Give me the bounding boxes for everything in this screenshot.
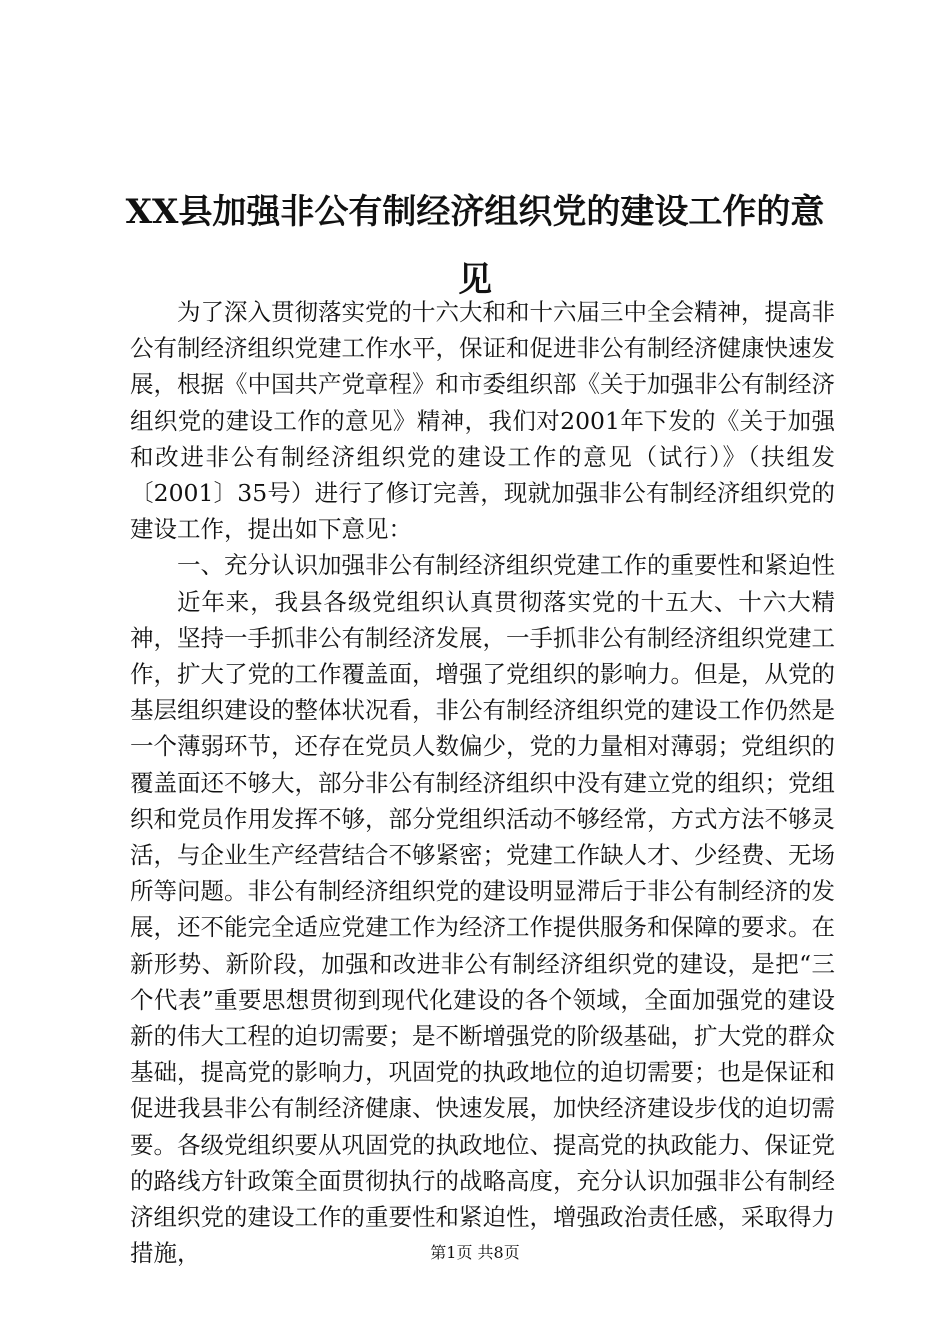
paragraph-section-1: 近年来，我县各级党组织认真贯彻落实党的十五大、十六大精神，坚持一手抓非公有制经济发展，一手抓非公有制经济组织党建工作，扩大了党的工作覆盖面，增强了党组织的影响力。但是，从党的基层组织建设的整体状况看，非公有制经济组织党的建设工作仍然是一个薄弱环节，还存在党员人数偏少，党的力量相对薄弱；党组织的覆盖面还不够大，部分非公有制经济组织中没有建立党的组织；党组织和党员作用发挥不够，部分党组织活动不够经常，方式方法不够灵活，与企业生产经营结合不够紧密；党建工作缺人才、少经费、无场所等问题。非公有制经济组织党的建设明显滞后于非公有制经济的发展，还不能完全适应党建工作为经济工作提供服务和保障的要求。在新形势、新阶段，加强和改进非公有制经济组织党的建设，是把“三个代表”重要思想贯彻到现代化建设的各个领域，全面加强党的建设新的伟大工程的迫切需要；是不断增强党的阶级基础，扩大党的群众基础，提高党的影响力，巩固党的执政地位的迫切需要；也是保证和促进我县非公有制经济健康、快速发展，加快经济建设步伐的迫切需要。各级党组织要从巩固党的执政地位、提高党的执政能力、保证党的路线方针政策全面贯彻执行的战略高度，充分认识加强非公有制经济组织党的建设工作的重要性和紧迫性，增强政治责任感，采取得力措施， [130,587,835,1268]
page-footer: 第1页 共8页 [430,1243,520,1262]
document-body [130,294,835,1271]
document-title: XX县加强非公有制经济组织党的建设工作的意见 [125,192,825,300]
paragraph-intro: 为了深入贯彻落实党的十六大和和十六届三中全会精神，提高非公有制经济组织党建工作水平，保证和促进非公有制经济健康快速发展，根据《中国共产党章程》和市委组织部《关于加强非公有制经济组织党的建设工作的意见》精神，我们对2001年下发的《关于加强和改进非公有制经济组织党的建设工作的意见（试行）》（扶组发〔2001〕35号）进行了修订完善，现就加强非公有制经济组织党的建设工作，提出如下意见： [130,298,835,544]
section-heading-1: 一、充分认识加强非公有制经济组织党建工作的重要性和紧迫性 [177,551,835,580]
